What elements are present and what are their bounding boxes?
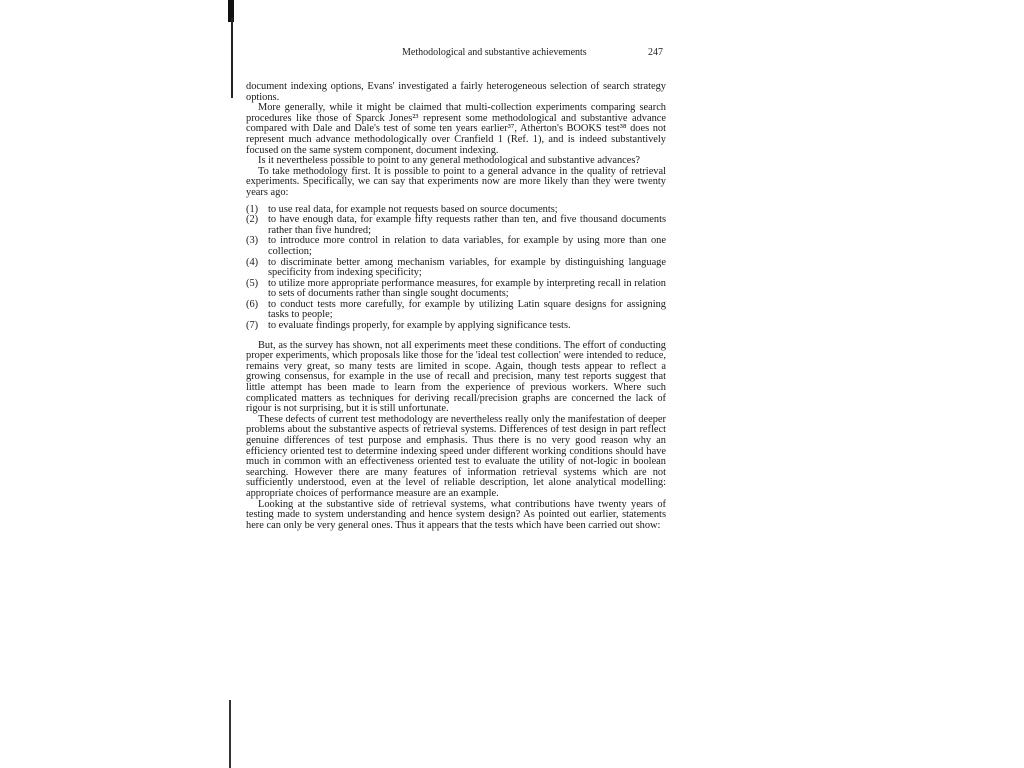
list-item-text: to use real data, for example not requests based on source documents; (268, 203, 558, 215)
list-item-number: (2) (246, 214, 259, 226)
running-header (402, 47, 672, 58)
paragraph: document indexing options, Evans' investigated a fairly heterogeneous selection of search strategy options. (246, 81, 666, 103)
list-item-text: to discriminate better among mechanism variables, for example by distinguishing language specificity from indexing specificity; (268, 256, 666, 279)
scan-artifact (231, 18, 233, 98)
paragraph: Looking at the substantive side of retrieval systems, what contributions have twenty years of testing made to system understanding and hence system design? As pointed out earlier, statements here can only be very general ones. Thus it appears that the tests which have been carried out show: (246, 498, 666, 531)
list-item-number: (1) (246, 203, 259, 215)
paragraph: These defects of current test methodology are nevertheless really only the manifestation of deeper problems about the substantive aspects of retrieval systems. Differences of test design in part reflect genuine differences of test purpose and emphasis. Thus there is no very good reason why an efficiency oriented test to determine indexing speed under different working conditions should have much in common with an effectiveness oriented test to evaluate the utility of not-logic in boolean searching. However there are many features of information retrieval systems which are not sufficiently understood, even at the level of reliable description, let alone analytical modelling: appropriate choices of performance measure are an example. (246, 413, 666, 499)
list-item-number: (7) (246, 320, 259, 332)
list-item (246, 279, 666, 300)
list-item-text: to evaluate findings properly, for example by applying significance tests. (268, 320, 571, 332)
scan-artifact (229, 700, 231, 768)
list-item (246, 236, 666, 257)
list-item-number: (6) (246, 298, 259, 310)
paragraph: Is it nevertheless possible to point to any general methodological and substantive advances? (258, 155, 641, 167)
page-number: 247 (648, 47, 663, 58)
paragraph: More generally, while it might be claimed that multi-collection experiments comparing search procedures like those of Sparck Jones²³ represent some methodological and substantive advance compared with Dale and Dale's test of some ten years earlier³⁷, Atherton's BOOKS test³⁸ does not represent much advance methodologically over Cranfield 1 (Ref. 1), and is indeed substantively focused on the same system component, document indexing. (246, 102, 666, 156)
running-title: Methodological and substantive achievements (402, 47, 587, 58)
list-item (246, 215, 666, 236)
list-item-number: (3) (246, 235, 259, 247)
list-item-number: (5) (246, 277, 259, 289)
list-item (246, 321, 666, 332)
list-item-number: (4) (246, 256, 259, 268)
list-item-text: to introduce more control in relation to data variables, for example by using more than one collection; (268, 235, 666, 257)
list-item-text: to utilize more appropriate performance measures, for example by interpreting recall in relation to sets of documents rather than single sought documents; (268, 277, 666, 300)
list-item (246, 258, 666, 279)
list-item-text: to conduct tests more carefully, for example by utilizing Latin square designs for assigning tasks to people; (268, 298, 666, 321)
advances-list (246, 205, 666, 332)
list-item-text: to have enough data, for example fifty requests rather than ten, and five thousand documents rather than five hundred; (268, 214, 666, 236)
list-item (246, 300, 666, 321)
paragraph: But, as the survey has shown, not all experiments meet these conditions. The effort of conducting proper experiments, which proposals like those for the 'ideal test collection' were intended to reduce, remains very great, so many tests are limited in scope. Again, though tests appear to reflect a growing consensus, for example in the use of recall and precision, many test reports suggest that little attempt has been made to learn from the experience of previous workers. Where such complicated matters as techniques for deriving recall/precision graphs are concerned the lack of rigour is not surprising, but it is still unfortunate. (246, 339, 666, 415)
paragraph: To take methodology first. It is possible to point to a general advance in the quality of retrieval experiments. Specifically, we can say that experiments now are more likely than they were twenty years ago: (246, 165, 666, 198)
body-text (246, 82, 666, 531)
